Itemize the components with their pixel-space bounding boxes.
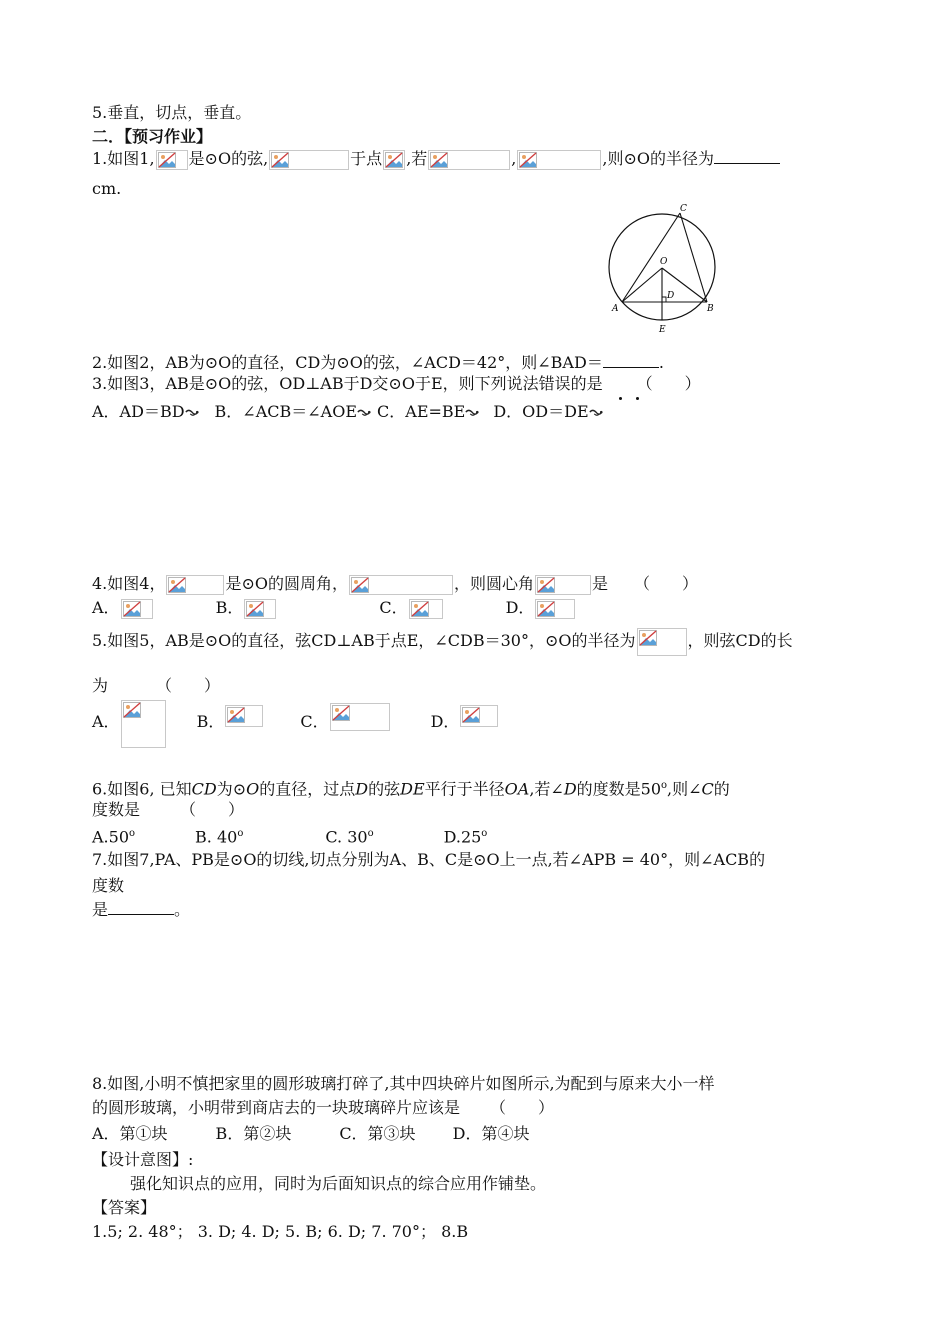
broken-image-icon (537, 577, 555, 593)
broken-image-icon (271, 152, 289, 168)
q6-var-cd: CD (191, 779, 217, 799)
right-angle-mark (662, 297, 666, 302)
label-b: B (707, 304, 714, 314)
q6-option-d: D.25 (443, 827, 482, 847)
q3-text: 3.如图3，AB是⊙O的弦，OD⊥AB于D交⊙O于E，则下列说法错误的是 (92, 374, 603, 393)
q5-line2 (92, 676, 220, 696)
q6-option-a: A.50 (92, 827, 129, 847)
q6-text: 度数是 (92, 800, 141, 819)
formula-image (269, 150, 349, 170)
q6-text: 的 (713, 779, 730, 799)
formula-image (637, 628, 687, 656)
q6-option-b: B. 40 (195, 827, 238, 847)
chord-bc (680, 213, 707, 302)
answer-title: 【答案】 (92, 1198, 157, 1217)
formula-image (460, 705, 498, 727)
q4-text-a: 4.如图4， (92, 574, 166, 593)
q6-paren: （ ） (180, 800, 245, 819)
formula-image (121, 700, 166, 748)
q6-text: ,若∠ (529, 779, 564, 799)
q8-options: A．第①块 B．第②块 C．第③块 D．第④块 (92, 1124, 530, 1143)
question-2 (92, 353, 664, 373)
broken-image-icon (430, 152, 448, 168)
question-4 (92, 574, 698, 595)
q4-text-c: ，则圆心角 (453, 574, 534, 593)
degree-sign: o (481, 828, 488, 839)
formula-image (244, 599, 276, 619)
label-c: C (680, 204, 687, 214)
q3-option-d: D．OD＝DE (493, 402, 589, 421)
q6-text: 的弦 (368, 779, 401, 799)
broken-image-icon (462, 707, 480, 723)
answer-line-5: 5.垂直，切点，垂直。 (92, 103, 252, 122)
q6-text: 为⊙ (216, 779, 247, 799)
q6-options (92, 824, 487, 847)
formula-image (535, 599, 575, 619)
q4-paren: （ ） (634, 574, 699, 593)
chord-ac (622, 213, 680, 302)
q4-text-b: 是⊙O的圆周角， (225, 574, 348, 593)
q7-line2: 度数 (92, 876, 125, 895)
q4-options (92, 598, 576, 619)
broken-image-icon (639, 630, 657, 646)
question-5 (92, 628, 793, 656)
radius-oa (622, 268, 662, 302)
section-heading: 二．【预习作业】 (92, 127, 213, 146)
q5-option-a: A． (92, 712, 120, 731)
answer-blank (108, 900, 174, 915)
broken-image-icon (123, 702, 141, 718)
formula-image (166, 575, 224, 595)
broken-image-icon (158, 152, 176, 168)
broken-image-icon (168, 577, 186, 593)
q3-options (92, 402, 603, 422)
q2-end: . (658, 353, 664, 372)
q5-option-b: B． (196, 712, 225, 731)
question-6 (92, 776, 730, 799)
q4-text-d: 是 (592, 574, 609, 593)
question-7: 7.如图7,PA、PB是⊙O的切线,切点分别为A、B、C是⊙O上一点,若∠APB = 40°，则∠ACB的 (92, 850, 766, 869)
formula-image (121, 599, 153, 619)
q1-unit: cm. (92, 179, 122, 198)
q1-text-b: 是⊙O的弦, (188, 149, 269, 168)
q5-paren: （ ） (156, 676, 221, 695)
degree-sign: o (661, 780, 668, 791)
formula-image (535, 575, 591, 595)
formula-image (156, 150, 188, 170)
broken-image-icon (411, 601, 429, 617)
q5-option-d: D． (430, 712, 460, 731)
question-3 (92, 374, 701, 394)
hook-icon (465, 408, 479, 418)
formula-image (409, 599, 443, 619)
question-8: 8.如图,小明不慎把家里的圆形玻璃打碎了,其中四块碎片如图所示,为配到与原来大小一样 (92, 1074, 715, 1093)
q6-var-d: D (563, 779, 577, 799)
q6-text: 的直径，过点 (259, 779, 356, 799)
label-o: O (660, 257, 668, 267)
emphasis-dot (619, 397, 622, 400)
formula-image (225, 705, 263, 727)
q3-option-a: A．AD＝BD (92, 402, 185, 421)
hook-icon (589, 408, 603, 418)
q3-option-c: C．AE=BE (377, 402, 466, 421)
q6-text: 6.如图6, 已知 (92, 779, 192, 799)
q8-paren: （ ） (490, 1098, 555, 1117)
q6-text: 的度数是50 (576, 779, 662, 799)
q1-text-f: ,则⊙O的半径为 (602, 149, 714, 168)
q8-line2 (92, 1098, 554, 1118)
q5-text-b: ，则弦CD的长 (687, 631, 793, 650)
broken-image-icon (332, 705, 350, 721)
broken-image-icon (537, 601, 555, 617)
q2-text: 2.如图2，AB为⊙O的直径，CD为⊙O的弦，∠ACD＝42°，则∠BAD＝ (92, 353, 603, 372)
answer-list: 1.5; 2. 48°； 3. D; 4. D; 5. B; 6. D; 7. 70°； 8.B (92, 1222, 469, 1241)
question-1 (92, 149, 780, 170)
broken-image-icon (351, 577, 369, 593)
emphasis-dot (636, 397, 639, 400)
formula-image (517, 150, 601, 170)
label-d: D (667, 291, 675, 301)
q5-option-c: C． (300, 712, 329, 731)
q1-text-d: ,若 (406, 149, 428, 168)
q5-options (92, 700, 499, 746)
q3-option-b: B．∠ACB＝∠AOE (214, 402, 358, 421)
answer-blank (714, 149, 780, 164)
q4-option-b: B． (215, 598, 244, 617)
q5-text-c: 为 (92, 676, 109, 695)
label-e: E (659, 325, 666, 335)
broken-image-icon (246, 601, 264, 617)
q6-option-c: C. 30 (325, 827, 368, 847)
q7-text: 是 (92, 900, 109, 919)
broken-image-icon (227, 707, 245, 723)
q6-line2 (92, 800, 244, 820)
circle-figure (604, 202, 730, 338)
q6-text: 平行于半径 (424, 779, 505, 799)
broken-image-icon (123, 601, 141, 617)
q7-text: 。 (174, 900, 191, 919)
q1-text-a: 1.如图1, (92, 149, 155, 168)
design-text: 强化知识点的应用，同时为后面知识点的综合应用作铺垫。 (130, 1174, 547, 1193)
q6-var-de: DE (400, 779, 425, 799)
formula-image (349, 575, 453, 595)
degree-sign: o (237, 828, 244, 839)
design-title: 【设计意图】: (92, 1150, 194, 1169)
q8-text: 的圆形玻璃，小明带到商店去的一块玻璃碎片应该是 (92, 1098, 461, 1117)
broken-image-icon (385, 152, 403, 168)
hook-icon (357, 408, 371, 418)
q6-var-c: C (701, 779, 714, 799)
degree-sign: o (129, 828, 136, 839)
formula-image (428, 150, 510, 170)
formula-image (383, 150, 405, 170)
broken-image-icon (519, 152, 537, 168)
q3-paren: （ ） (636, 374, 701, 393)
q6-var-oa: OA (504, 779, 530, 799)
hook-icon (185, 408, 199, 418)
q4-option-c: C． (379, 598, 408, 617)
q6-var-o: O (246, 779, 260, 799)
q6-var-d: D (355, 779, 369, 799)
q7-line3 (92, 900, 190, 920)
q5-text-a: 5.如图5，AB是⊙O的直径，弦CD⊥AB于点E，∠CDB＝30°，⊙O的半径为 (92, 631, 636, 650)
q1-text-e: , (511, 149, 517, 168)
formula-image (330, 703, 390, 731)
label-a: A (612, 304, 619, 314)
q4-option-d: D． (505, 598, 535, 617)
q1-text-c: 于点 (350, 149, 383, 168)
answer-blank (603, 353, 659, 368)
q6-text: ,则∠ (667, 779, 702, 799)
q4-option-a: A． (92, 598, 120, 617)
degree-sign: o (367, 828, 374, 839)
